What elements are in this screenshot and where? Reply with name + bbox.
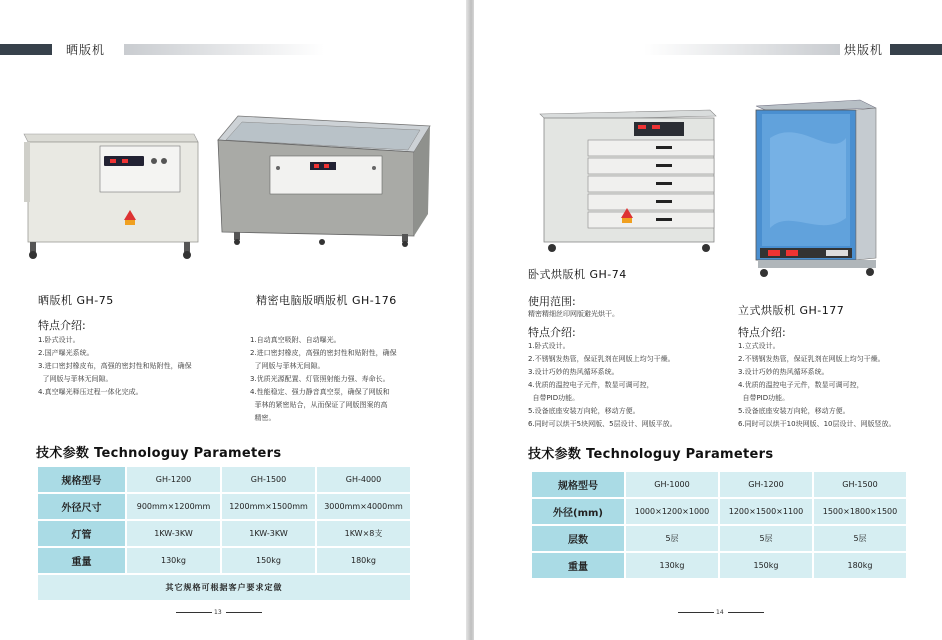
table-cell: 1500×1800×1500 — [814, 499, 906, 524]
feature-line: 了网版与菲林无间隙。 — [38, 375, 113, 383]
table-row — [38, 521, 410, 546]
table-cell: 3000mm×4000mm — [317, 494, 410, 519]
table-cell: GH-1000 — [626, 472, 718, 497]
feature-line: 5.设备底座安装万向轮，移动方便。 — [528, 407, 640, 415]
feature-line: 3.进口密封橡皮布，高强的密封性和贴附性，确保 — [38, 362, 192, 370]
product-title-gh176: 精密电脑版晒版机 GH-176 — [256, 294, 397, 307]
page-number-rule — [678, 612, 714, 613]
table-row — [532, 499, 906, 524]
table-cell: 1KW-3KW — [222, 521, 315, 546]
product-title-gh177: 立式烘版机 GH-177 — [738, 304, 845, 317]
vertical-oven-gh177-image — [750, 98, 884, 280]
features-heading-gh177: 特点介绍: — [738, 326, 786, 339]
feature-line: 6.同时可以烘干5块网版、5层设计、网版平放。 — [528, 420, 677, 428]
feature-line: 3.设计巧妙的热风循环系统。 — [528, 368, 619, 376]
table-cell: GH-1500 — [222, 467, 315, 492]
feature-line: 2.进口密封橡皮，高强的密封性和贴附性，确保 — [250, 349, 397, 357]
product-title-gh75: 晒版机 GH-75 — [38, 294, 114, 307]
feature-line: 4.真空曝光释压过程一体化完成。 — [38, 388, 143, 396]
usage-heading: 使用范围: — [528, 295, 576, 308]
table-cell: 150kg — [720, 553, 812, 578]
table-row — [38, 467, 410, 492]
params-title-right: 技术参数 Technologuy Parameters — [528, 447, 774, 462]
feature-line: 3.设计巧妙的热风循环系统。 — [738, 368, 829, 376]
table-cell: 1000×1200×1000 — [626, 499, 718, 524]
params-title-left: 技术参数 Technologuy Parameters — [36, 446, 282, 461]
table-row — [532, 526, 906, 551]
usage-text: 精密精细丝印网版避光烘干。 — [528, 310, 619, 318]
params-table-right — [530, 470, 908, 580]
features-list-gh176 — [250, 334, 450, 425]
table-row — [532, 553, 906, 578]
row-label: 重量 — [38, 548, 125, 573]
feature-line: 自带PID功能。 — [528, 394, 580, 402]
row-label: 规格型号 — [532, 472, 624, 497]
table-cell: 5层 — [814, 526, 906, 551]
feature-line: 2.不锈钢发热管，保证乳剂在网版上均匀干燥。 — [528, 355, 675, 363]
page-number-rule — [728, 612, 764, 613]
row-label: 规格型号 — [38, 467, 125, 492]
exposure-machine-gh75-image — [18, 128, 202, 263]
params-table-left — [36, 465, 412, 602]
feature-line: 1.卧式设计。 — [38, 336, 80, 344]
feature-line: 1.立式设计。 — [738, 342, 780, 350]
table-cell: 1KW×8支 — [317, 521, 410, 546]
feature-line: 自带PID功能。 — [738, 394, 790, 402]
table-cell: GH-1200 — [720, 472, 812, 497]
left-header-title: 晒版机 — [66, 43, 106, 57]
page-number-rule — [226, 612, 262, 613]
features-heading-gh74: 特点介绍: — [528, 326, 576, 339]
table-row — [38, 548, 410, 573]
feature-line: 菲林的紧密贴合，从而保证了网版图案的高 — [250, 401, 388, 409]
table-cell: 130kg — [626, 553, 718, 578]
feature-line: 1.卧式设计。 — [528, 342, 570, 350]
row-label: 外径尺寸 — [38, 494, 125, 519]
table-cell: 5层 — [626, 526, 718, 551]
right-header-title: 烘版机 — [844, 43, 884, 57]
table-cell: 1KW-3KW — [127, 521, 220, 546]
row-label: 外径(mm) — [532, 499, 624, 524]
header-bar-gradient — [644, 44, 840, 55]
page-number-rule — [176, 612, 212, 613]
page-number-right: 14 — [716, 609, 724, 616]
features-list-gh74 — [528, 340, 733, 431]
table-footer-row — [38, 575, 410, 600]
row-label: 灯管 — [38, 521, 125, 546]
left-page — [0, 0, 468, 640]
table-cell: 130kg — [127, 548, 220, 573]
table-cell: 900mm×1200mm — [127, 494, 220, 519]
table-footer-note: 其它规格可根据客户要求定做 — [38, 575, 410, 600]
table-cell: 180kg — [814, 553, 906, 578]
feature-line: 2.不锈钢发热管，保证乳剂在网版上均匀干燥。 — [738, 355, 885, 363]
feature-line: 4.优质的温控电子元件，数显可调可控， — [738, 381, 864, 389]
page-number-left: 13 — [214, 609, 222, 616]
feature-line: 了网版与菲林无间隙。 — [250, 362, 325, 370]
table-cell: GH-1500 — [814, 472, 906, 497]
right-page — [474, 0, 942, 640]
product-title-gh74: 卧式烘版机 GH-74 — [528, 268, 627, 281]
feature-line: 精密。 — [250, 414, 276, 422]
table-cell: 180kg — [317, 548, 410, 573]
table-cell: GH-1200 — [127, 467, 220, 492]
header-bar-dark — [890, 44, 942, 55]
features-heading-a: 特点介绍: — [38, 319, 86, 332]
table-cell: 150kg — [222, 548, 315, 573]
feature-line: 4.优质的温控电子元件，数显可调可控， — [528, 381, 654, 389]
table-row — [532, 472, 906, 497]
feature-line: 3.优质光源配置、灯管照射能力强、寿命长。 — [250, 375, 390, 383]
drawer-oven-gh74-image — [538, 104, 722, 256]
feature-line: 5.设备底座安装万向轮，移动方便。 — [738, 407, 850, 415]
feature-line: 6.同时可以烘干10块网版、10层设计、网版竖放。 — [738, 420, 896, 428]
table-cell: 1200×1500×1100 — [720, 499, 812, 524]
feature-line: 2.国产曝光系统。 — [38, 349, 94, 357]
features-list-gh75 — [38, 334, 238, 399]
header-bar-gradient — [124, 44, 324, 55]
row-label: 重量 — [532, 553, 624, 578]
table-cell: 1200mm×1500mm — [222, 494, 315, 519]
table-cell: 5层 — [720, 526, 812, 551]
feature-line: 4.性能稳定、强力静音真空泵，确保了网版和 — [250, 388, 390, 396]
exposure-machine-gh176-image — [214, 110, 436, 250]
feature-line: 1.自动真空吸附、自动曝光。 — [250, 336, 341, 344]
table-row — [38, 494, 410, 519]
header-bar-dark — [0, 44, 52, 55]
features-list-gh177 — [738, 340, 938, 431]
row-label: 层数 — [532, 526, 624, 551]
table-cell: GH-4000 — [317, 467, 410, 492]
